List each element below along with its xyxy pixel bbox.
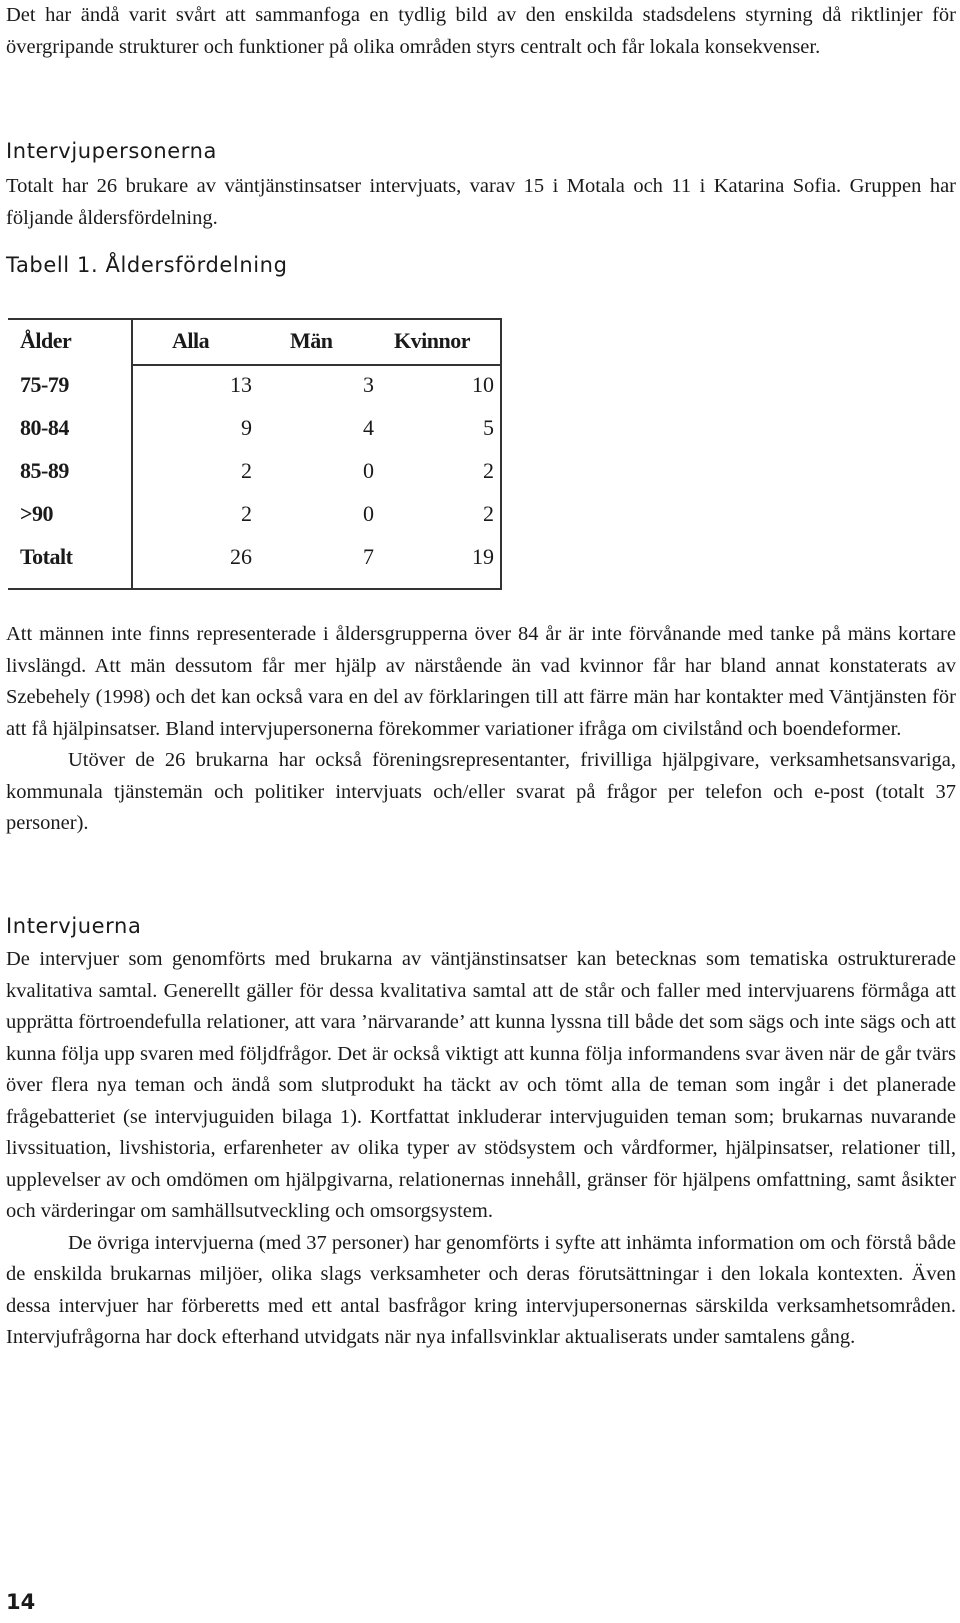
table-row xyxy=(8,407,502,451)
section-heading-intervjuerna: Intervjuerna xyxy=(6,914,142,938)
cell-alla: 26 xyxy=(230,544,252,569)
cell-man: 0 xyxy=(363,501,374,526)
cell-age-group: 75-79 xyxy=(20,372,69,397)
body-paragraph: Utöver de 26 brukarna har också föreningsrepresentanter, frivilliga hjälpgivare, verksamhetsansvariga, kommunala tjänstemän och politiker intervjuats och/eller svarat på frågor per telefon och e-post (totalt 37 personer). xyxy=(6,749,956,834)
cell-age-group: 85-89 xyxy=(20,458,69,483)
cell-age-group: >90 xyxy=(20,501,54,526)
header-alder: Ålder xyxy=(20,328,72,353)
cell-kvinnor: 5 xyxy=(483,415,494,440)
cell-alla: 2 xyxy=(241,501,252,526)
cell-age-group: 80-84 xyxy=(20,415,69,440)
table-row xyxy=(8,364,502,408)
cell-kvinnor: 2 xyxy=(483,501,494,526)
cell-man: 4 xyxy=(363,415,374,440)
cell-man: 3 xyxy=(363,372,374,397)
table-caption: Tabell 1. Åldersfördelning xyxy=(6,253,288,277)
cell-kvinnor: 19 xyxy=(472,544,494,569)
header-man: Män xyxy=(290,328,333,353)
table-row-total xyxy=(8,536,502,580)
page-number: 14 xyxy=(6,1590,36,1614)
cell-kvinnor: 10 xyxy=(472,372,494,397)
body-paragraph: De intervjuer som genomförts med brukarna av väntjänstinsatser kan betecknas som tematiska ostrukturerade kvalitativa samtal. Generellt gäller för dessa kvalitativa samtal att de står och faller med intervjuarens förmåga att upprätta förtroendefulla relationer, att vara ’närvarande’ att kunna lyssna till både det som sägs och inte sägs och att kunna följa upp svaren med följdfrågor. Det är också viktigt att kunna följa informandens svar även när de går tvärs över flera nya teman och ändå som slutprodukt ha täckt av och tömt alla de teman som ingår i det planerade frågebatteriet (se intervjuguiden bilaga 1). Kortfattat inkluderar intervjuguiden teman som; brukarnas nuvarande livssituation, livshistoria, erfarenheter av olika typer av stödsystem och vårdformer, hjälpinsatser, relationer till, upplevelser av och omdömen om hjälpgivarna, relationernas innehåll, gränser för hjälpens omfattning, samt åsikter och värderingar om samhällsutveckling och omsorgsystem. xyxy=(6,948,956,1222)
header-alla: Alla xyxy=(172,328,210,353)
intro-paragraph: Det har ändå varit svårt att sammanfoga en tydlig bild av den enskilda stadsdelens styrning då riktlinjer för övergripande strukturer och funktioner på olika områden styrs centralt och får lokala konsekvenser. xyxy=(6,4,956,58)
table-header-row xyxy=(8,320,502,364)
cell-age-group: Totalt xyxy=(20,544,73,569)
interviews-text xyxy=(6,944,956,1354)
cell-man: 7 xyxy=(363,544,374,569)
table-row xyxy=(8,493,502,537)
section-heading-intervjupersonerna: Intervjupersonerna xyxy=(6,139,218,163)
cell-alla: 13 xyxy=(230,372,252,397)
body-paragraph: De övriga intervjuerna (med 37 personer) har genomförts i syfte att inhämta information om och förstå både de enskilda brukarnas miljöer, olika slags verksamheter och deras förutsättningar i den lokala kontexten. Även dessa intervjuer har förberetts med ett antal basfrågor kring intervjupersonernas särskilda verksamhetsområden. Intervjufrågorna har dock efterhand utvidgats när nya infallsvinklar aktualiserats under samtalens gång. xyxy=(6,1231,956,1348)
cell-man: 0 xyxy=(363,458,374,483)
after-table-text xyxy=(6,619,956,840)
header-kvinnor: Kvinnor xyxy=(394,328,470,353)
body-paragraph: Att männen inte finns representerade i åldersgrupperna över 84 år är inte förvånande med tanke på mäns kortare livslängd. Att män dessutom får mer hjälp av närstående än vad kvinnor får har bland annat konstaterats av Szebehely (1998) och det kan också vara en del av förklaringen till att färre män har kontakter med Väntjänsten för att få hjälpinsatser. Bland intervjupersonerna förekommer variationer ifråga om civilstånd och boendeformer. xyxy=(6,623,956,740)
persons-paragraph: Totalt har 26 brukare av väntjänstinsatser intervjuats, varav 15 i Motala och 11 i Katarina Sofia. Gruppen har följande åldersfördelning. xyxy=(6,175,956,229)
table-row xyxy=(8,450,502,494)
cell-alla: 9 xyxy=(241,415,252,440)
cell-kvinnor: 2 xyxy=(483,458,494,483)
cell-alla: 2 xyxy=(241,458,252,483)
age-distribution-table xyxy=(8,318,502,590)
